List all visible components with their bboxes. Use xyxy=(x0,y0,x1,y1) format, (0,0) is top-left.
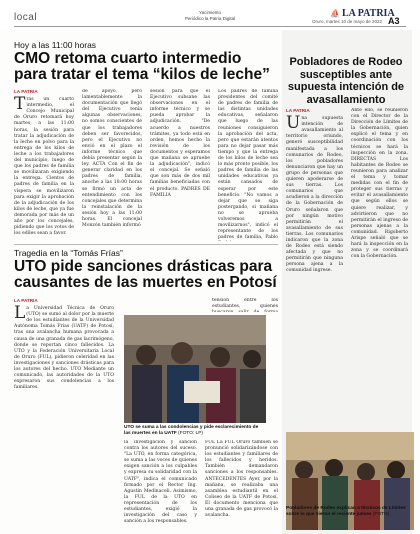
page-header xyxy=(0,0,420,30)
story1-col xyxy=(82,89,142,241)
caption-text: UTO se suma a las condolencias y pide esclarecimiento de las muertes en la UATF xyxy=(124,425,259,436)
brand-name: LA PATRIA xyxy=(341,8,395,19)
story2-text: la investigación y sanción contra los autores del suceso. "La UTO, en forma categórica, se suma a las voces de quienes exigen sanción a los culpables y expresa su solidaridad con la UATF", indica el comunicado firmado por el Rector Ing. Agustín Medinaceli. Asimismo, la FUL de la UTO en representación de los estudiantes, exigió la investigación del caso y sanción a los responsables. xyxy=(124,440,197,525)
story2-col xyxy=(14,298,114,530)
sidebar-caption xyxy=(286,506,414,518)
sidebar-byline: LA PATRIA xyxy=(286,108,310,113)
sidebar-col xyxy=(286,108,343,426)
sidebar-body xyxy=(286,108,408,426)
story1-kicker: Hoy a las 11:00 horas xyxy=(14,40,97,50)
photo-credit: (FOTO) xyxy=(372,512,390,517)
sidebar-headline: Pobladores de Rodeo susceptibles ante supuesta intención de avasallamiento xyxy=(287,56,405,106)
sidebar-text: na supuesta intención de avasallamiento al territorio oriundo, generó susceptibilidad manifestada a los comunarios de Rodeo, los pobladores denunciaron que hay un grupo de personas que quieren apoderarse de sus tierras. Los comunarios que acudieron a la dirección de la Gobernación de Oruro señalaron que por ningún motivo permitirán el avasallamiento de sus tierras. Los comunarios indicaron que la zona de Rodeo está siendo afectada y que no permitirán que ninguna persona ajena a la comunidad ingrese. xyxy=(286,116,343,274)
section-label: local xyxy=(14,12,38,23)
story2-kicker: Tragedia en la “Tomás Frías” xyxy=(14,248,123,258)
story2-text: a Universidad Técnica de Oruro (UTO) se sumó al dolor por la muerte de los estudiantes de la Universidad Autónoma Tomás Frías (UATF) de Potosí, tras una avalancha humana provocada a causa de una granada de gas lacrimógeno, donde se reportan cinco fallecidos. La UTO y la Federación Universitaria Local de Oruro (FUL), pidieron celeridad en las investigaciones y sanciones drásticas para los autores del hecho. UTO Mediante un comunicado, las autoridades de la UTO expresaron sus condolencias a los familiares. xyxy=(14,306,114,391)
story1-body xyxy=(14,89,278,241)
mourners-image xyxy=(124,315,266,423)
story2-col xyxy=(124,440,197,530)
story1-text: ras un cuarto intermedio, el Concejo Municipal de Oruro retomará hoy martes, a las 11:00 horas, la sesión para tratar la adjudicación de la leche en polvo para la entrega de los kilos de leche a los trabajadores del municipio, luego de que los padres de familia se movilizaran exigiendo la entrega. Cientos de padres de familia en la víspera se movilizaron para exigir la aprobación de la adjudicación de los kilos de leche, que ya fue demorada por más de un año por los concejales, pidiendo que los votos de los ediles sean a favor. xyxy=(14,97,74,237)
drop-cap: T xyxy=(14,94,26,115)
story2-text: tensión entre los estudiantes, quienes xyxy=(212,298,278,310)
sidebar-text: Ante ello, se reunieron con el Director de la Dirección de Límites de la Gobernación, quien explicó el tema y en coordinación con los técnicos se hará la inspección en la zona. DIRECTAS Los habitantes de Rodeo se reunieron para analizar el tema y tomar medidas con el fin de proteger sus tierras y evitar el avasallamiento que según ellos se quiere realizar, y advirtieron que no permitirán el ingreso de personas ajenas a la comunidad. Rigoberto Arispe señaló que se hará la inspección en la zona y se coordinará con la Gobernación. xyxy=(351,108,408,260)
story1-col xyxy=(14,89,74,241)
ship-icon: ⛵ xyxy=(330,9,340,18)
header-rule xyxy=(14,26,406,27)
issue-date: Oruro, martes 10 de mayo de 2022 xyxy=(312,19,383,24)
story2-headline: UTO pide sanciones drásticas para causantes de las muertes en Potosí xyxy=(14,258,277,292)
sidebar-col xyxy=(351,108,408,426)
story2-photo xyxy=(124,315,266,423)
header-tagline xyxy=(175,10,245,22)
tagline-line: Periódico la Patria Digital xyxy=(184,16,236,21)
drop-cap: L xyxy=(14,303,26,324)
story2-body-lower xyxy=(124,440,278,530)
story2-caption xyxy=(124,425,266,437)
story1-text: de apoyo, pero lamentablemente la documentación que llegó del Ejecutivo tenía algunas observaciones, no somos conscientes de que los trabajadores deben ser favorecidos, pero el Ejecutivo no envió en el plazo el informe técnico que debía presentar según la ley. ACTA Con el fin de generar claridad en los padres de familia, anoche a las 18:00 horas se firmó un acta de entendimiento con los concejales que determina la reinstalación de la sesión hoy a las 11:00 horas. El concejal Monzón también informó xyxy=(82,89,142,229)
page-number: A3 xyxy=(388,16,400,26)
story1-col xyxy=(218,89,278,241)
drop-cap: U xyxy=(286,113,301,134)
caption-text: Pobladores de Rodeo explican a técnicos de Límites sobre lo que vieron el reciente jueves xyxy=(286,506,406,517)
story1-headline: CMO retoma cuarto intermedio para tratar el tema “kilos de leche” xyxy=(14,50,270,84)
story1-col xyxy=(150,89,210,241)
photo-credit: (FOTO: LP) xyxy=(178,431,204,436)
story1-text: Los padres de familia presidentes del comité de padres de familia de las distintas unidades educativas, señalaron que luego de las reuniones consiguieron la aprobación del acta, pero que estarán atentos para no dejar pasar más tiempo y que la entrega de los kilos de leche sea lo más pronto posible, los padres de familia de las unidades educativas ya están cansados de esperar por este beneficio. "No vamos a dejar que se siga postergando, si mañana no se aprueba volveremos a movilizarnos", indicó el representante de los padres de familia, Pablo xyxy=(218,89,278,241)
section-divider xyxy=(14,244,278,245)
story1-text: sesión para que el Ejecutivo subsane las observaciones en el informe técnico y se pueda aprobar la adjudicación. "De acuerdo a nuestros trámites, ya todo está en orden, hemos hecho la revisión de los documentos y esperamos que mañana se apruebe la adjudicación", indicó el concejal. Se señaló que son más de dos mil familias beneficiadas con el producto. PADRES DE FAMILIA xyxy=(150,89,210,198)
story2-col xyxy=(205,440,278,530)
story2-byline: LA PATRIA xyxy=(14,298,38,303)
story2-text: FUL La FUL Oruro también se pronunció solidarizándose con los estudiantes y familiares de los fallecidos y heridos. También demandaron sanciones a los responsables. ANTECEDENTES Ayer, por la mañana, se realizaba una asamblea estudiantil en el Coliseo de la UATF de Potosí. El documento menciona que una granada de gas provocó la avalancha. xyxy=(205,440,278,519)
tagline-line: Yacimiento xyxy=(199,10,221,15)
story1-byline: LA PATRIA xyxy=(14,89,38,94)
brand-logo xyxy=(330,8,395,19)
story2-col4-shell xyxy=(212,298,278,312)
